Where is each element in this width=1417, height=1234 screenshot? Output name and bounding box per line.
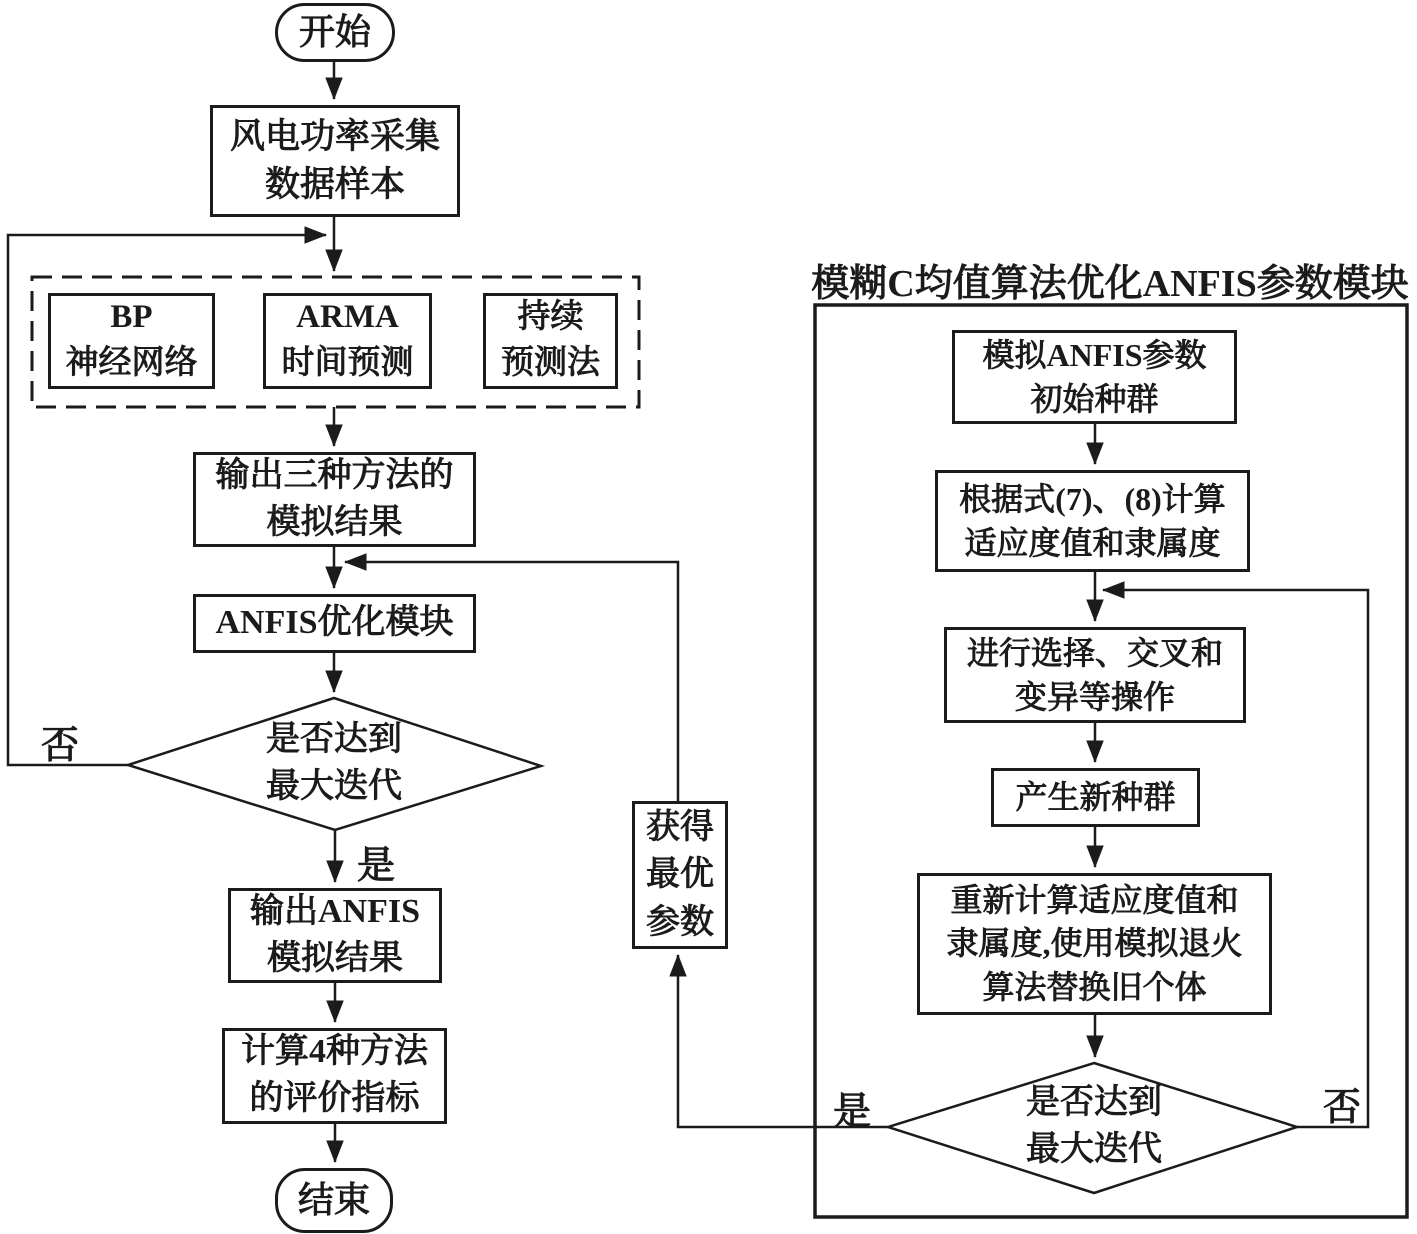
right-decision-yes-label: 是 — [832, 1091, 871, 1133]
new-population-label: 产生新种群 — [1015, 779, 1176, 816]
persistence-method-box: 持续 预测法 — [483, 293, 618, 389]
left-decision-yes-label: 是 — [356, 845, 395, 887]
fcm-module-title: 模糊C均值算法优化ANFIS参数模块 — [811, 263, 1409, 305]
recalculate-fitness-annealing-box: 重新计算适应度值和 隶属度,使用模拟退火 算法替换旧个体 — [917, 873, 1272, 1015]
anfis-optimization-module-box — [193, 594, 476, 653]
start-terminal — [275, 3, 395, 62]
bp-neural-network-box: BP 神经网络 — [48, 293, 215, 389]
start-label: 开始 — [298, 11, 371, 52]
wind-power-data-sample-box: 风电功率采集 数据样本 — [210, 105, 460, 217]
output-three-methods-box: 输出三种方法的 模拟结果 — [193, 452, 476, 547]
end-label: 结束 — [297, 1179, 370, 1220]
output-anfis-results-box: 输出ANFIS 模拟结果 — [228, 888, 442, 983]
generate-new-population-box — [991, 768, 1200, 827]
left-decision-no-label: 否 — [40, 725, 79, 767]
selection-crossover-mutation-box: 进行选择、交叉和 变异等操作 — [944, 627, 1246, 723]
end-terminal — [275, 1168, 393, 1233]
init-anfis-population-box: 模拟ANFIS参数 初始种群 — [952, 330, 1237, 424]
obtain-best-params-box: 获得 最优 参数 — [632, 801, 728, 949]
evaluation-metrics-box: 计算4种方法 的评价指标 — [222, 1028, 447, 1124]
left-decision-text: 是否达到 最大迭代 — [266, 721, 402, 805]
right-decision-text: 是否达到 最大迭代 — [1026, 1084, 1162, 1168]
compute-fitness-membership-box: 根据式(7)、(8)计算 适应度值和隶属度 — [935, 470, 1250, 572]
arma-time-prediction-box: ARMA 时间预测 — [263, 293, 432, 389]
right-decision-no-label: 否 — [1322, 1087, 1361, 1129]
anfis-module-label: ANFIS优化模块 — [215, 604, 454, 642]
